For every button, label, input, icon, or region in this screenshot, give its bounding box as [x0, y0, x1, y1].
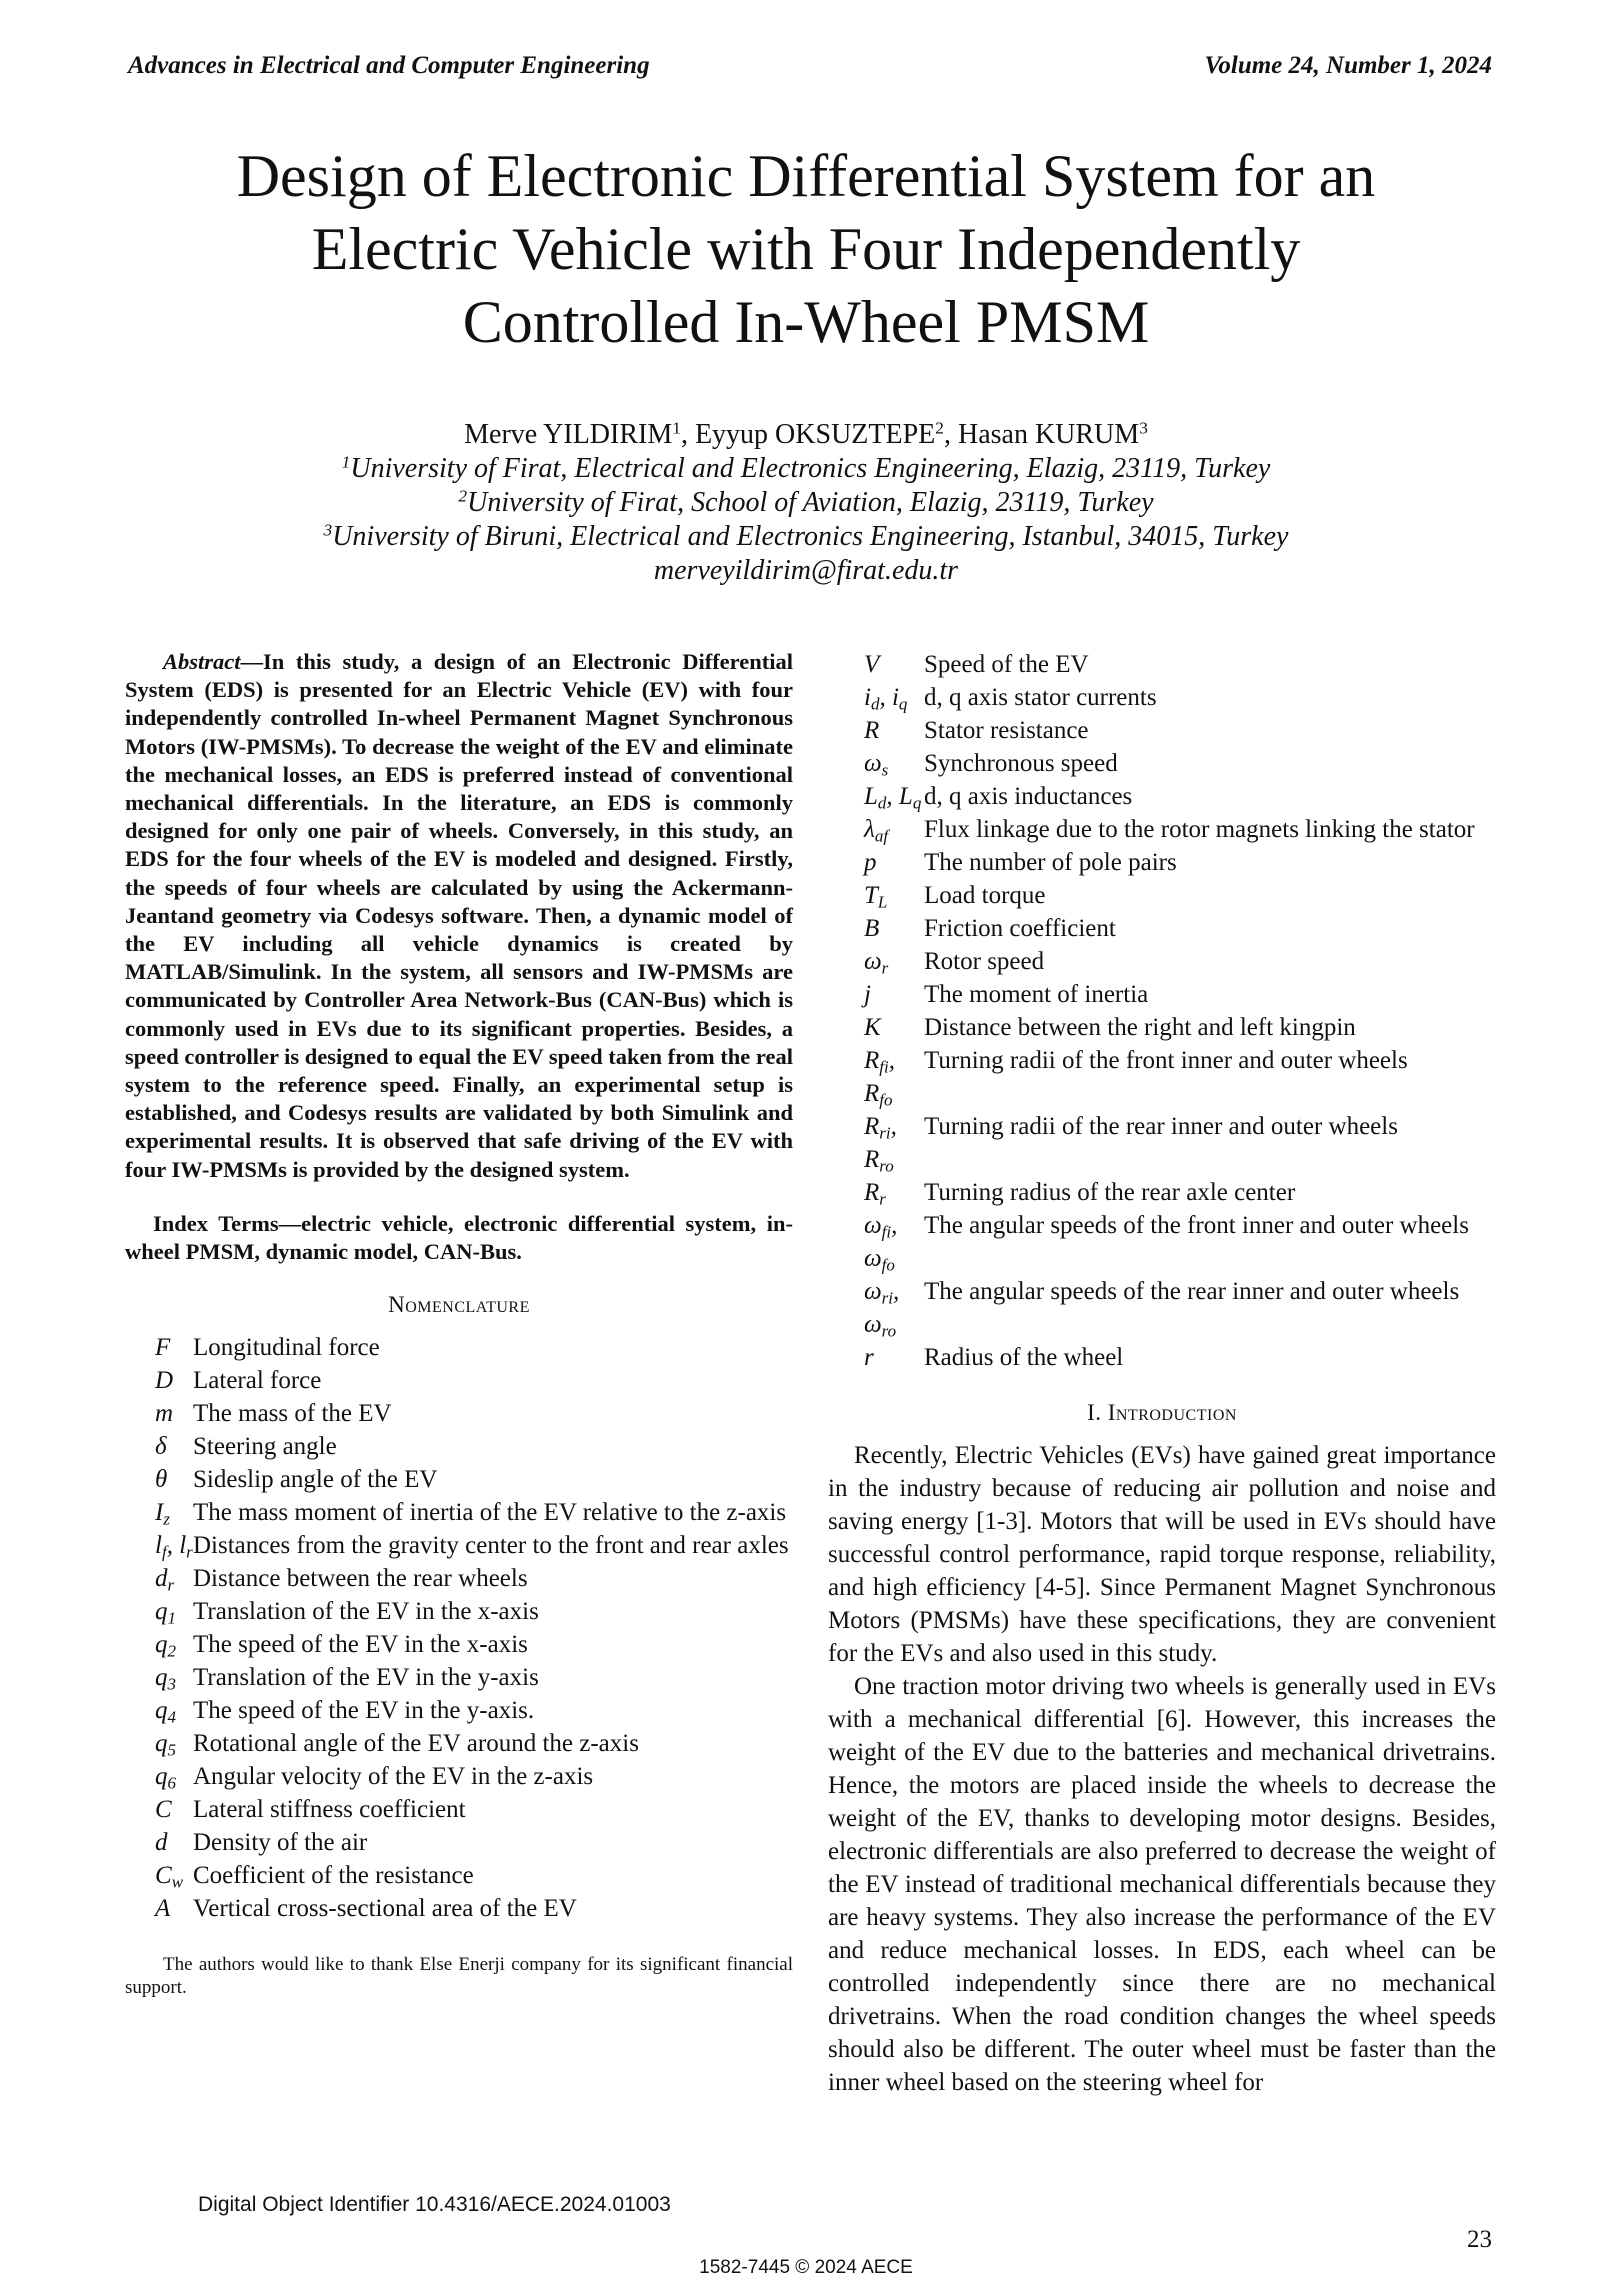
nomenclature-symbol: $q_5$	[155, 1730, 176, 1760]
nomenclature-definition: Sideslip angle of the EV	[193, 1466, 438, 1494]
nomenclature-definition: Turning radius of the rear axle center	[924, 1179, 1296, 1206]
nomenclature-symbol: F	[155, 1334, 171, 1362]
affil-mark: 3	[323, 520, 333, 540]
affiliation-text: University of Firat, Electrical and Electronics Engineering, Elazig, 23119, Turkey	[350, 453, 1271, 484]
funding-footnote: The authors would like to thank Else Enerji company for its significant financial support.	[125, 1954, 793, 1999]
intro-paragraph: Recently, Electric Vehicles (EVs) have gained great importance in the industry because of reducing air pollution and noise and saving energy [1-3]. Motors that will be used in EVs should have successful control performance, rapid torque response, reliability, and high efficiency [4-5]. Since Permanent Magnet Synchronous Motors (PMSMs) have these specifications, they are convenient for the EVs and also used in this study.	[828, 1442, 1496, 1667]
nomenclature-heading: Nomenclature	[388, 1292, 530, 1318]
author-email[interactable]: merveyildirim@firat.edu.tr	[653, 555, 959, 586]
affiliation-text: University of Biruni, Electrical and Electronics Engineering, Istanbul, 34015, Turkey	[332, 521, 1289, 552]
intro-paragraph: One traction motor driving two wheels is generally used in EVs with a mechanical differential [6]. However, this increases the weight of the EV due to the batteries and mechanical drivetrains. Hence, the motors are placed inside the wheels to decrease the weight of the EV, thanks to developing motor designs. Besides, electronic differentials are also preferred to decrease the weight of the EV instead of traditional mechanical differentials because they are heavy systems. They also increase the performance of the EV and reduce mechanical losses. In EDS, each wheel can be controlled independently since there are no mechanical drivetrains. When the road condition changes the wheel speeds should also be different. The outer wheel must be faster than the inner wheel based on the steering wheel for	[828, 1673, 1496, 2096]
author-names: Merve YILDIRIM$^1$, Eyyup OKSUZTEPE$^2$, Hasan KURUM$^3$	[464, 418, 1148, 450]
page-number: 23	[1467, 2226, 1492, 2253]
nomenclature-definition: Distance between the rear wheels	[193, 1565, 528, 1593]
nomenclature-symbol: $q_6$	[155, 1763, 176, 1793]
author-name: Eyyup OKSUZTEPE	[694, 419, 936, 450]
nomenclature-symbol: K	[864, 1014, 881, 1041]
volume-info: Volume 24, Number 1, 2024	[1204, 52, 1492, 79]
nomenclature-symbol: R	[864, 717, 880, 744]
nomenclature-symbol: $R_{fi}$, $R_{fo}$	[864, 1047, 895, 1110]
author-affil-mark: 1	[672, 418, 681, 438]
nomenclature-definition: The angular speeds of the rear inner and outer wheels	[924, 1278, 1460, 1305]
nomenclature-symbol: $\omega_s$	[864, 750, 889, 780]
title-line: Controlled In-Wheel PMSM	[462, 289, 1150, 355]
abstract-text: —In this study, a design of an Electronic Differential System (EDS) is presented for an Electric Vehicle (EV) with four independently controlled In-wheel Permanent Magnet Synchronous Motors (IW-PMSMs). To decrease the weight of the EV and eliminate the mechanical losses, an EDS is preferred instead of conventional mechanical differentials. In the literature, an EDS is commonly designed for only one pair of wheels. Conversely, in this study, an EDS for the four wheels of the EV is modeled and designed. Firstly, the speeds of four wheels are calculated by using the Ackermann-Jeantand geometry via Codesys software. Then, a dynamic model of the EV including all vehicle dynamics is created by MATLAB/Simulink. In the system, all sensors and IW-PMSMs are communicated by Controller Area Network-Bus (CAN-Bus) which is commonly used in EVs due to its significant properties. Besides, a speed controller is designed to equal the EV speed taken from the real system to the reference speed. Finally, an experimental setup is established, and Codesys results are validated by both Simulink and experimental results. It is observed that safe driving of the EV with four IW-PMSMs is provided by the designed system.	[125, 649, 793, 1182]
nomenclature-symbol: A	[155, 1895, 171, 1923]
nomenclature-symbol: $\omega_r$	[864, 948, 889, 978]
nomenclature-definition: Coefficient of the resistance	[193, 1862, 474, 1890]
nomenclature-definition: d, q axis stator currents	[924, 684, 1157, 711]
nomenclature-symbol: $q_1$	[155, 1598, 176, 1628]
nomenclature-definition: Lateral force	[193, 1367, 322, 1395]
nomenclature-list	[828, 648, 1496, 1374]
nomenclature-definition: The mass moment of inertia of the EV relative to the z-axis	[193, 1499, 787, 1527]
nomenclature-definition: The speed of the EV in the y-axis.	[193, 1697, 535, 1725]
nomenclature-definition: Flux linkage due to the rotor magnets linking the stator	[924, 816, 1475, 843]
nomenclature-symbol: C	[155, 1796, 172, 1824]
nomenclature-symbol: $\omega_{fi}$, $\omega_{fo}$	[864, 1212, 898, 1275]
nomenclature-symbol: V	[864, 651, 880, 678]
nomenclature-definition: Steering angle	[193, 1433, 337, 1461]
nomenclature-symbol: p	[864, 849, 877, 876]
nomenclature-definition: The number of pole pairs	[924, 849, 1177, 876]
nomenclature-symbol: d	[155, 1829, 168, 1857]
introduction-heading: I. Introduction	[1087, 1400, 1237, 1425]
abstract-lead: Abstract	[163, 649, 241, 674]
nomenclature-definition: Translation of the EV in the x-axis	[193, 1598, 539, 1626]
journal-name: Advances in Electrical and Computer Engineering	[128, 52, 650, 79]
nomenclature-symbol: $q_2$	[155, 1631, 176, 1661]
nomenclature-symbol: $\lambda_{af}$	[864, 816, 889, 846]
nomenclature-symbol: $q_4$	[155, 1697, 176, 1727]
nomenclature-symbol: $L_d$, $L_q$	[864, 783, 922, 813]
nomenclature-definition: Distance between the right and left kingpin	[924, 1014, 1356, 1041]
introduction-body	[828, 1439, 1496, 2099]
nomenclature-symbol: $T_L$	[864, 882, 888, 912]
nomenclature-definition: Lateral stiffness coefficient	[193, 1796, 466, 1824]
nomenclature-symbol: B	[864, 915, 880, 942]
nomenclature-definition: Speed of the EV	[924, 651, 1089, 678]
affil-mark: 1	[341, 452, 351, 472]
issn-copyright: 1582-7445 © 2024 AECE	[699, 2257, 913, 2278]
author-name: Merve YILDIRIM	[464, 419, 673, 450]
nomenclature-definition: Rotational angle of the EV around the z-axis	[193, 1730, 639, 1758]
nomenclature-definition: Vertical cross-sectional area of the EV	[193, 1895, 577, 1923]
nomenclature-symbol: r	[864, 1344, 874, 1371]
affiliation-text: University of Firat, School of Aviation, Elazig, 23119, Turkey	[467, 487, 1154, 518]
nomenclature-definition: Rotor speed	[924, 948, 1045, 975]
title-line: Electric Vehicle with Four Independently	[311, 216, 1301, 282]
nomenclature-definition: Density of the air	[193, 1829, 368, 1857]
nomenclature-definition: Turning radii of the rear inner and outer wheels	[924, 1113, 1398, 1140]
nomenclature-symbol: $l_f$, $l_r$	[155, 1532, 193, 1562]
nomenclature-list	[125, 1331, 793, 1925]
index-terms: Index Terms—electric vehicle, electronic differential system, in-wheel PMSM, dynamic model, CAN-Bus.	[125, 1210, 793, 1265]
nomenclature-definition: Distances from the gravity center to the front and rear axles	[193, 1532, 789, 1560]
left-column	[125, 648, 793, 1999]
nomenclature-symbol: $R_{ri}$, $R_{ro}$	[864, 1113, 897, 1176]
nomenclature-symbol: δ	[155, 1433, 167, 1461]
paper-title	[100, 140, 1512, 359]
affil-mark: 2	[458, 486, 468, 506]
nomenclature-definition: Turning radii of the front inner and outer wheels	[924, 1047, 1408, 1074]
right-column	[828, 648, 1496, 2099]
title-line: Design of Electronic Differential System for an	[236, 143, 1376, 209]
nomenclature-definition: Translation of the EV in the y-axis	[193, 1664, 539, 1692]
author-affil-mark: 3	[1139, 418, 1148, 438]
nomenclature-symbol: j	[864, 981, 871, 1008]
doi: Digital Object Identifier 10.4316/AECE.2024.01003	[198, 2193, 671, 2216]
nomenclature-definition: Load torque	[924, 882, 1046, 909]
affiliation	[100, 486, 1512, 520]
nomenclature-definition: Synchronous speed	[924, 750, 1118, 777]
nomenclature-symbol: $i_d$, $i_q$	[864, 684, 908, 714]
author-name: Hasan KURUM	[957, 419, 1140, 450]
author-block	[100, 418, 1512, 588]
nomenclature-definition: Radius of the wheel	[924, 1344, 1124, 1371]
nomenclature-definition: Longitudinal force	[193, 1334, 380, 1362]
nomenclature-definition: The angular speeds of the front inner and outer wheels	[924, 1212, 1469, 1239]
nomenclature-definition: The speed of the EV in the x-axis	[193, 1631, 528, 1659]
nomenclature-symbol: $d_r$	[155, 1565, 175, 1595]
nomenclature-symbol: θ	[155, 1466, 168, 1494]
nomenclature-definition: The moment of inertia	[924, 981, 1149, 1008]
nomenclature-definition: The mass of the EV	[193, 1400, 392, 1428]
nomenclature-symbol: D	[155, 1367, 174, 1395]
nomenclature-symbol: $q_3$	[155, 1664, 176, 1694]
nomenclature-definition: Angular velocity of the EV in the z-axis	[193, 1763, 594, 1791]
nomenclature-symbol: $I_z$	[155, 1499, 170, 1529]
nomenclature-symbol: $R_r$	[864, 1179, 886, 1209]
author-affil-mark: 2	[935, 418, 944, 438]
nomenclature-definition: d, q axis inductances	[924, 783, 1133, 810]
nomenclature-definition: Friction coefficient	[924, 915, 1116, 942]
nomenclature-symbol: m	[155, 1400, 174, 1428]
affiliation	[100, 520, 1512, 554]
nomenclature-symbol: $C_w$	[155, 1862, 184, 1892]
affiliation	[100, 452, 1512, 486]
nomenclature-definition: Stator resistance	[924, 717, 1089, 744]
abstract	[125, 648, 793, 1184]
nomenclature-symbol: $\omega_{ri}$, $\omega_{ro}$	[864, 1278, 900, 1341]
